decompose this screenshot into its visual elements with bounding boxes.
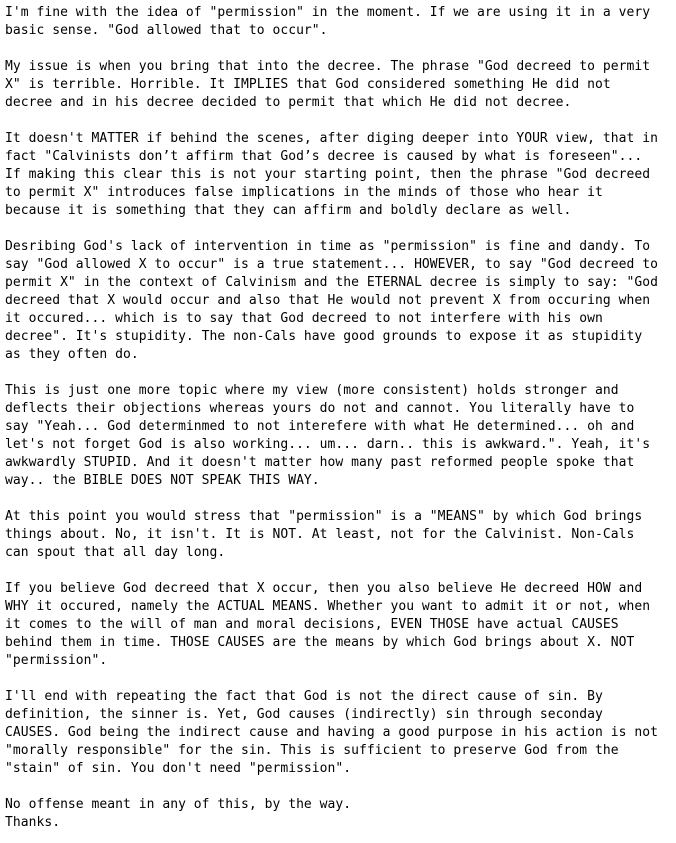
text-line: "permission". — [5, 653, 108, 668]
text-line: This is just one more topic where my view (more consistent) holds stronger and — [5, 383, 619, 398]
text-line: behind them in time. THOSE CAUSES are the means by which God brings about X. NOT — [5, 635, 635, 650]
text-line: My issue is when you bring that into the decree. The phrase "God decreed to permit — [5, 59, 651, 74]
text-line: I'm fine with the idea of "permission" in the moment. If we are using it in a very — [5, 5, 651, 20]
text-line: it comes to the will of man and moral decisions, EVEN THOSE have actual CAUSES — [5, 617, 619, 632]
paragraph-4 — [5, 238, 676, 364]
text-line: "morally responsible" for the sin. This is sufficient to preserve God from the — [5, 743, 619, 758]
text-line: decree". It's stupidity. The non-Cals have good grounds to expose it as stupidity — [5, 329, 643, 344]
paragraph-2 — [5, 58, 676, 112]
paragraph-5 — [5, 382, 676, 490]
text-line: At this point you would stress that "permission" is a "MEANS" by which God brings — [5, 509, 643, 524]
text-line: things about. No, it isn't. It is NOT. At least, not for the Calvinist. Non-Cals — [5, 527, 635, 542]
text-line: X" is terrible. Horrible. It IMPLIES that God considered something He did not — [5, 77, 611, 92]
paragraph-8 — [5, 688, 676, 778]
text-line: way.. the BIBLE DOES NOT SPEAK THIS WAY. — [5, 473, 320, 488]
paragraph-6 — [5, 508, 676, 562]
text-line: because it is something that they can affirm and boldly declare as well. — [5, 203, 572, 218]
text-line: WHY it occured, namely the ACTUAL MEANS. Whether you want to admit it or not, when — [5, 599, 651, 614]
text-line: say "God allowed X to occur" is a true statement... HOWEVER, to say "God decreed to — [5, 257, 658, 272]
paragraph-9 — [5, 796, 676, 832]
text-line: fact "Calvinists don’t affirm that God’s decree is caused by what is foreseen"... — [5, 149, 643, 164]
paragraph-3 — [5, 130, 676, 220]
text-line: I'll end with repeating the fact that God is not the direct cause of sin. By — [5, 689, 603, 704]
text-line: awkwardly STUPID. And it doesn't matter how many past reformed people spoke that — [5, 455, 635, 470]
text-line: If making this clear this is not your starting point, then the phrase "God decreed — [5, 167, 651, 182]
text-line: permit X" in the context of Calvinism and the ETERNAL decree is simply to say: "God — [5, 275, 658, 290]
text-line: "stain" of sin. You don't need "permission". — [5, 761, 352, 776]
text-line: deflects their objections whereas yours do not and cannot. You literally have to — [5, 401, 635, 416]
text-line: basic sense. "God allowed that to occur". — [5, 23, 328, 38]
paragraph-7 — [5, 580, 676, 670]
text-line: Desribing God's lack of intervention in time as "permission" is fine and dandy. To — [5, 239, 651, 254]
text-line: It doesn't MATTER if behind the scenes, after diging deeper into YOUR view, that in — [5, 131, 658, 146]
text-line: it occured... which is to say that God decreed to not interfere with his own — [5, 311, 603, 326]
text-line: definition, the sinner is. Yet, God causes (indirectly) sin through seconday — [5, 707, 603, 722]
text-line: If you believe God decreed that X occur, then you also believe He decreed HOW and — [5, 581, 643, 596]
text-line: can spout that all day long. — [5, 545, 226, 560]
text-line: let's not forget God is also working... um... darn.. this is awkward.". Yeah, it's — [5, 437, 651, 452]
text-line: decree and in his decree decided to permit that which He did not decree. — [5, 95, 572, 110]
paragraph-1 — [5, 4, 676, 40]
text-line: No offense meant in any of this, by the way. — [5, 797, 352, 812]
text-line: to permit X" introduces false implications in the minds of those who hear it — [5, 185, 603, 200]
text-line: Thanks. — [5, 815, 61, 830]
text-line: say "Yeah... God determinmed to not interefere with what He determined... oh and — [5, 419, 635, 434]
text-line: CAUSES. God being the indirect cause and having a good purpose in his action is not — [5, 725, 658, 740]
text-line: decreed that X would occur and also that He would not prevent X from occuring when — [5, 293, 651, 308]
text-line: as they often do. — [5, 347, 139, 362]
